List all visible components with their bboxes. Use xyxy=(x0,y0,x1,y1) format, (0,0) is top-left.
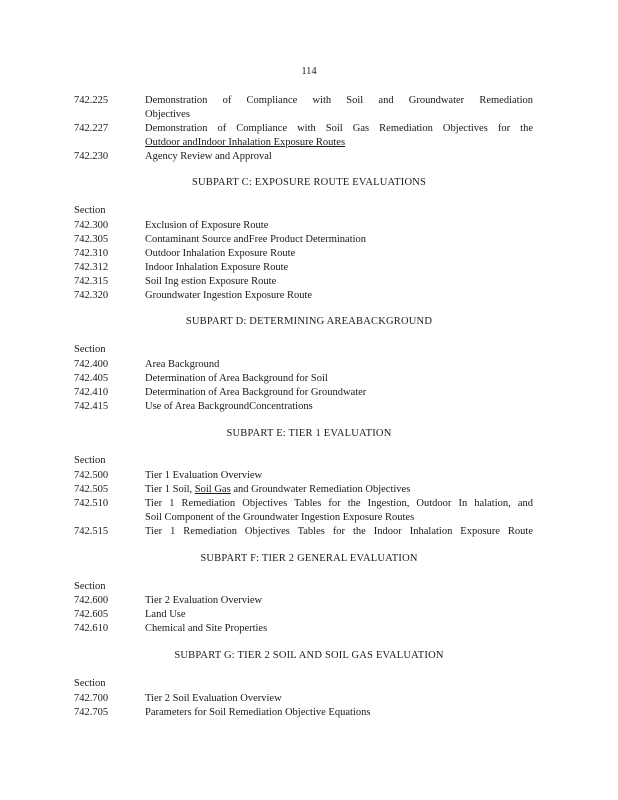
section-title: Tier 1 Evaluation Overview xyxy=(145,470,263,481)
section-number: 742.700 xyxy=(74,693,109,704)
section-number: 742.600 xyxy=(74,595,109,606)
section-label: Section xyxy=(74,344,106,355)
section-title xyxy=(145,483,410,497)
section-title: Demonstration of Compliance with Soil Gas Remediation Objectives for the xyxy=(145,123,533,134)
title-underlined-part: Soil Gas xyxy=(194,484,231,495)
subpart-heading: SUBPART G: TIER 2 SOIL AND SOIL GAS EVALUATION xyxy=(174,650,444,661)
section-title: Soil Ing estion Exposure Route xyxy=(145,276,277,287)
subpart-heading: SUBPART D: DETERMINING AREABACKGROUND xyxy=(185,316,433,327)
section-number: 742.515 xyxy=(74,526,109,537)
section-title: Contaminant Source andFree Product Determination xyxy=(145,234,367,245)
subpart-heading: SUBPART F: TIER 2 GENERAL EVALUATION xyxy=(200,553,418,564)
subpart-heading: SUBPART C: EXPOSURE ROUTE EVALUATIONS xyxy=(191,177,427,188)
section-title: Demonstration of Compliance with Soil and Groundwater Remediation xyxy=(145,95,533,106)
section-title: Use of Area BackgroundConcentrations xyxy=(145,401,313,412)
section-title: Indoor Inhalation Exposure Route xyxy=(145,262,289,273)
section-number: 742.310 xyxy=(74,248,109,259)
section-label: Section xyxy=(74,205,106,216)
section-title: Parameters for Soil Remediation Objective Equations xyxy=(145,707,371,718)
subpart-heading: SUBPART E: TIER 1 EVALUATION xyxy=(226,428,392,439)
section-number: 742.305 xyxy=(74,234,109,245)
section-title-continuation: Objectives xyxy=(145,109,190,120)
section-title: Tier 2 Evaluation Overview xyxy=(145,595,263,606)
section-title: Agency Review and Approval xyxy=(145,151,272,162)
section-title: Tier 2 Soil Evaluation Overview xyxy=(145,693,282,704)
section-title-continuation: Outdoor andIndoor Inhalation Exposure Routes xyxy=(145,137,346,148)
page-number: 114 xyxy=(301,66,317,77)
section-number: 742.505 xyxy=(74,484,109,495)
section-title: Determination of Area Background for Groundwater xyxy=(145,387,367,398)
section-number: 742.415 xyxy=(74,401,109,412)
section-title: Tier 1 Remediation Objectives Tables for the Indoor Inhalation Exposure Route xyxy=(145,526,533,537)
section-number: 742.610 xyxy=(74,623,109,634)
title-part: Tier 1 Soil, xyxy=(145,484,195,495)
section-number: 742.605 xyxy=(74,609,109,620)
section-title: Chemical and Site Properties xyxy=(145,623,268,634)
section-title: Determination of Area Background for Soil xyxy=(145,373,328,384)
section-number: 742.312 xyxy=(74,262,109,273)
section-number: 742.230 xyxy=(74,151,109,162)
section-title: Outdoor Inhalation Exposure Route xyxy=(145,248,296,259)
section-title: Area Background xyxy=(145,359,220,370)
section-title: Groundwater Ingestion Exposure Route xyxy=(145,290,313,301)
section-number: 742.225 xyxy=(74,95,109,106)
section-label: Section xyxy=(74,581,106,592)
section-title: Exclusion of Exposure Route xyxy=(145,220,269,231)
section-number: 742.227 xyxy=(74,123,109,134)
section-title-continuation: Soil Component of the Groundwater Ingestion Exposure Routes xyxy=(145,512,415,523)
section-number: 742.300 xyxy=(74,220,109,231)
section-number: 742.410 xyxy=(74,387,109,398)
section-number: 742.500 xyxy=(74,470,109,481)
section-number: 742.315 xyxy=(74,276,109,287)
section-label: Section xyxy=(74,455,106,466)
section-label: Section xyxy=(74,678,106,689)
section-title: Tier 1 Remediation Objectives Tables for the Ingestion, Outdoor In halation, and xyxy=(145,498,533,509)
section-number: 742.400 xyxy=(74,359,109,370)
section-number: 742.510 xyxy=(74,498,109,509)
section-number: 742.405 xyxy=(74,373,109,384)
section-number: 742.705 xyxy=(74,707,109,718)
section-title: Land Use xyxy=(145,609,186,620)
title-part: and Groundwater Remediation Objectives xyxy=(230,484,411,495)
section-number: 742.320 xyxy=(74,290,109,301)
